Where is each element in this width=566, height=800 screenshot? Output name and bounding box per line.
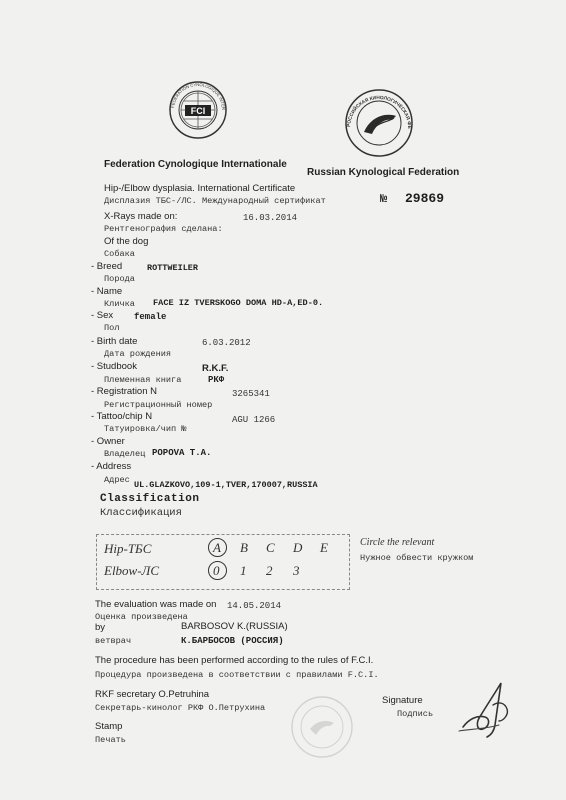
owner-value: POPOVA T.A. bbox=[152, 448, 212, 458]
stamp-label-ru: Печать bbox=[95, 735, 126, 745]
certificate-title-en: Hip-/Elbow dysplasia. International Certificate bbox=[104, 183, 296, 194]
fci-name: Federation Cynologique Internationale bbox=[104, 159, 287, 170]
fci-logo bbox=[168, 80, 228, 140]
breed-label-ru: Порода bbox=[104, 274, 135, 284]
elbow-grade-0[interactable]: 0 bbox=[213, 563, 220, 578]
xray-label: X-Rays made on: bbox=[104, 211, 178, 222]
certificate-title-ru: Дисплазия ТБС-/ЛС. Международный сертификат bbox=[104, 196, 326, 206]
birth-label: - Birth date bbox=[91, 336, 138, 347]
of-dog-label: Of the dog bbox=[104, 236, 149, 247]
circle-note: Circle the relevant bbox=[360, 537, 435, 548]
evaluation-label: The evaluation was made on bbox=[95, 599, 217, 610]
sex-label-ru: Пол bbox=[104, 323, 120, 333]
hip-label: Hip-ТБС bbox=[104, 541, 152, 556]
name-label: - Name bbox=[91, 286, 123, 297]
hip-grade-b[interactable]: B bbox=[240, 540, 248, 555]
rkf-name: Russian Kynological Federation bbox=[307, 167, 460, 178]
registration-label: - Registration N bbox=[91, 386, 157, 397]
elbow-label: Elbow-ЛС bbox=[104, 563, 160, 578]
sex-label: - Sex bbox=[91, 310, 114, 321]
address-value: UL.GLAZKOVO,109-1,TVER,170007,RUSSIA bbox=[134, 480, 318, 490]
tattoo-value: AGU 1266 bbox=[232, 415, 276, 425]
handwritten-signature bbox=[455, 675, 515, 740]
elbow-grade-3[interactable]: 3 bbox=[293, 563, 300, 578]
evaluator-label-ru: ветврач bbox=[95, 636, 132, 646]
rkf-logo bbox=[344, 88, 414, 158]
classification-title-ru: Классификация bbox=[100, 507, 182, 519]
studbook-label: - Studbook bbox=[91, 361, 137, 372]
registration-label-ru: Регистрационный номер bbox=[104, 400, 213, 410]
secretary-label: RKF secretary O.Petruhina bbox=[95, 689, 210, 700]
official-stamp bbox=[290, 695, 354, 759]
breed-value: ROTTWEILER bbox=[147, 263, 199, 273]
signature-label-ru: Подпись bbox=[397, 709, 434, 719]
registration-value: 3265341 bbox=[232, 389, 270, 399]
name-value: FACE IZ TVERSKOGO DOMA HD-A,ED-0. bbox=[153, 298, 324, 308]
name-label-ru: Кличка bbox=[104, 299, 135, 309]
address-label: - Address bbox=[91, 461, 132, 472]
svg-text:FCI: FCI bbox=[190, 106, 206, 116]
hip-grade-e[interactable]: E bbox=[320, 540, 328, 555]
elbow-grade-1[interactable]: 1 bbox=[240, 563, 247, 578]
hip-grade-c[interactable]: C bbox=[266, 540, 275, 555]
secretary-label-ru: Секретарь-кинолог РКФ О.Петрухина bbox=[95, 703, 266, 713]
evaluator-value: BARBOSOV K.(RUSSIA) bbox=[181, 621, 288, 632]
studbook-label-ru: Племенная книга bbox=[104, 375, 182, 385]
hip-grade-d[interactable]: D bbox=[293, 540, 303, 555]
classification-title: Classification bbox=[100, 493, 200, 505]
studbook-value: R.K.F. bbox=[202, 363, 229, 374]
birth-label-ru: Дата рождения bbox=[104, 349, 172, 359]
evaluator-label: by bbox=[95, 622, 106, 633]
stamp-label: Stamp bbox=[95, 721, 123, 732]
sex-value: female bbox=[134, 312, 167, 322]
tattoo-label-ru: Татуировка/чип № bbox=[104, 424, 187, 434]
xray-value: 16.03.2014 bbox=[243, 213, 298, 223]
birth-value: 6.03.2012 bbox=[202, 338, 251, 348]
circle-note-ru: Нужное обвести кружком bbox=[360, 553, 474, 563]
breed-label: - Breed bbox=[91, 261, 123, 272]
hip-grade-a[interactable]: A bbox=[213, 540, 221, 555]
svg-text:РОССИЙСКАЯ КИНОЛОГИЧЕСКАЯ ФЕДЕ: РОССИЙСКАЯ КИНОЛОГИЧЕСКАЯ ФЕ bbox=[346, 95, 412, 129]
certificate-number: 29869 bbox=[405, 191, 445, 206]
of-dog-label-ru: Собака bbox=[104, 249, 135, 259]
svg-text:FEDERATION CYNOLOGIQUE INTERNA: FEDERATION CYNOLOGIQUE INTER bbox=[170, 81, 227, 111]
studbook-value-ru: РКФ bbox=[208, 375, 225, 385]
procedure-text-ru: Процедура произведена в соответствии с правилами F.C.I. bbox=[95, 670, 379, 680]
evaluator-value-ru: К.БАРБОСОВ (РОССИЯ) bbox=[181, 636, 284, 646]
certificate-number-label: № bbox=[380, 192, 388, 206]
signature-label: Signature bbox=[382, 695, 423, 706]
address-label-ru: Адрес bbox=[104, 475, 130, 485]
procedure-text: The procedure has been performed according to the rules of F.C.I. bbox=[95, 655, 374, 666]
owner-label: - Owner bbox=[91, 436, 125, 447]
tattoo-label: - Tattoo/chip N bbox=[91, 411, 153, 422]
evaluation-label-ru: Оценка произведена bbox=[95, 612, 188, 622]
elbow-grade-2[interactable]: 2 bbox=[266, 563, 273, 578]
owner-label-ru: Владелец bbox=[104, 449, 146, 459]
xray-label-ru: Рентгенография сделана: bbox=[104, 224, 223, 234]
evaluation-date: 14.05.2014 bbox=[227, 601, 282, 611]
